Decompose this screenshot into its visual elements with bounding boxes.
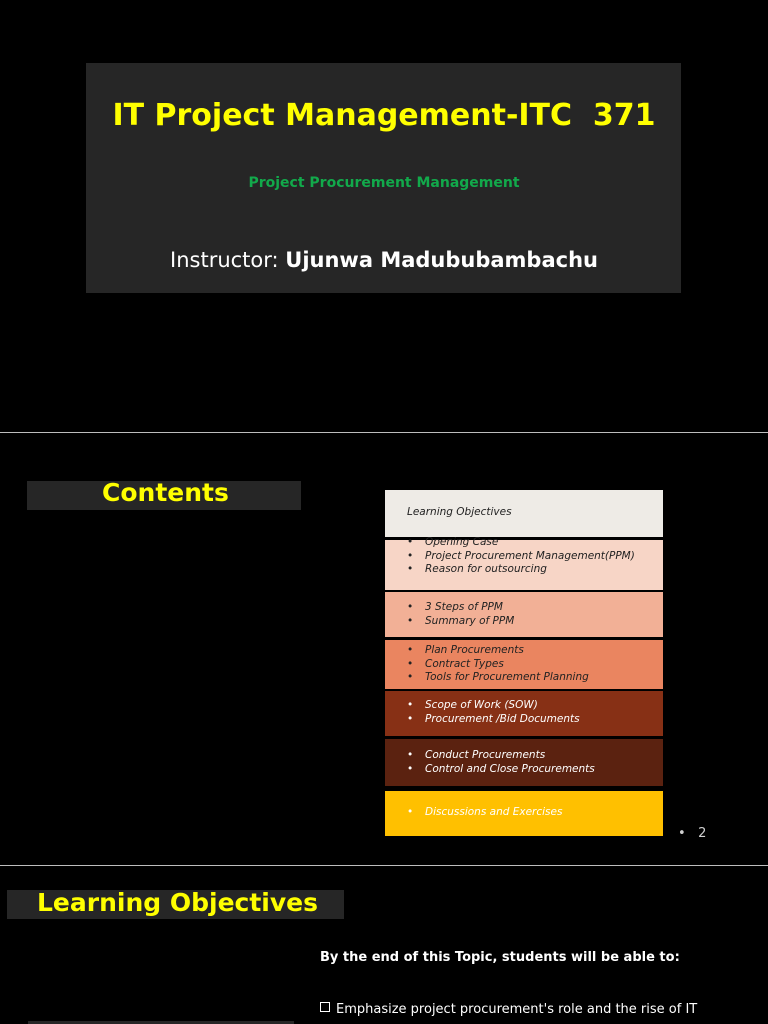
contents-slide [0,433,768,865]
list-item: • Conduct Procurements [407,749,663,763]
contents-heading: Contents [102,478,229,507]
objective-text: Emphasize project procurement's role and the rise of IT [336,1002,698,1017]
title-slide [0,0,768,432]
contents-heading-bar [27,478,301,510]
contents-box-label: Learning Objectives [407,506,512,518]
list-item: • Tools for Procurement Planning [407,671,663,685]
contents-box-scope [385,691,663,736]
instructor-name: Ujunwa Madububambachu [285,248,598,272]
list-item: • Reason for outsourcing [407,563,663,577]
contents-box-steps [385,592,663,637]
list-item: • 3 Steps of PPM [407,601,663,615]
page-number: • 2 [678,826,707,841]
list-item: • Opening Case [407,536,663,550]
contents-box-planning [385,640,663,689]
contents-box-conduct [385,739,663,786]
contents-box-discussions [385,791,663,836]
learning-objectives-slide [0,866,768,1024]
list-item: • Plan Procurements [407,644,663,658]
contents-box-learning-objectives [385,490,663,537]
learning-objectives-heading: Learning Objectives [37,888,318,917]
list-item: • Summary of PPM [407,615,663,629]
list-item: • Project Procurement Management(PPM) [407,550,663,564]
checkbox-bullet-icon [320,1002,330,1012]
list-item: • Discussions and Exercises [407,806,663,820]
list-item: • Scope of Work (SOW) [407,699,663,713]
course-subtitle: Project Procurement Management [248,175,520,191]
objectives-intro: By the end of this Topic, students will be able to: [320,950,680,965]
instructor-label: Instructor: [170,248,286,272]
objective-item [320,1001,750,1019]
list-item: • Control and Close Procurements [407,763,663,777]
learning-objectives-heading-bar [7,890,344,919]
instructor-line [0,248,768,272]
contents-box-intro [385,536,663,590]
course-title: IT Project Management-ITC 371 [112,98,656,133]
list-item: • Contract Types [407,658,663,672]
list-item: • Procurement /Bid Documents [407,713,663,727]
